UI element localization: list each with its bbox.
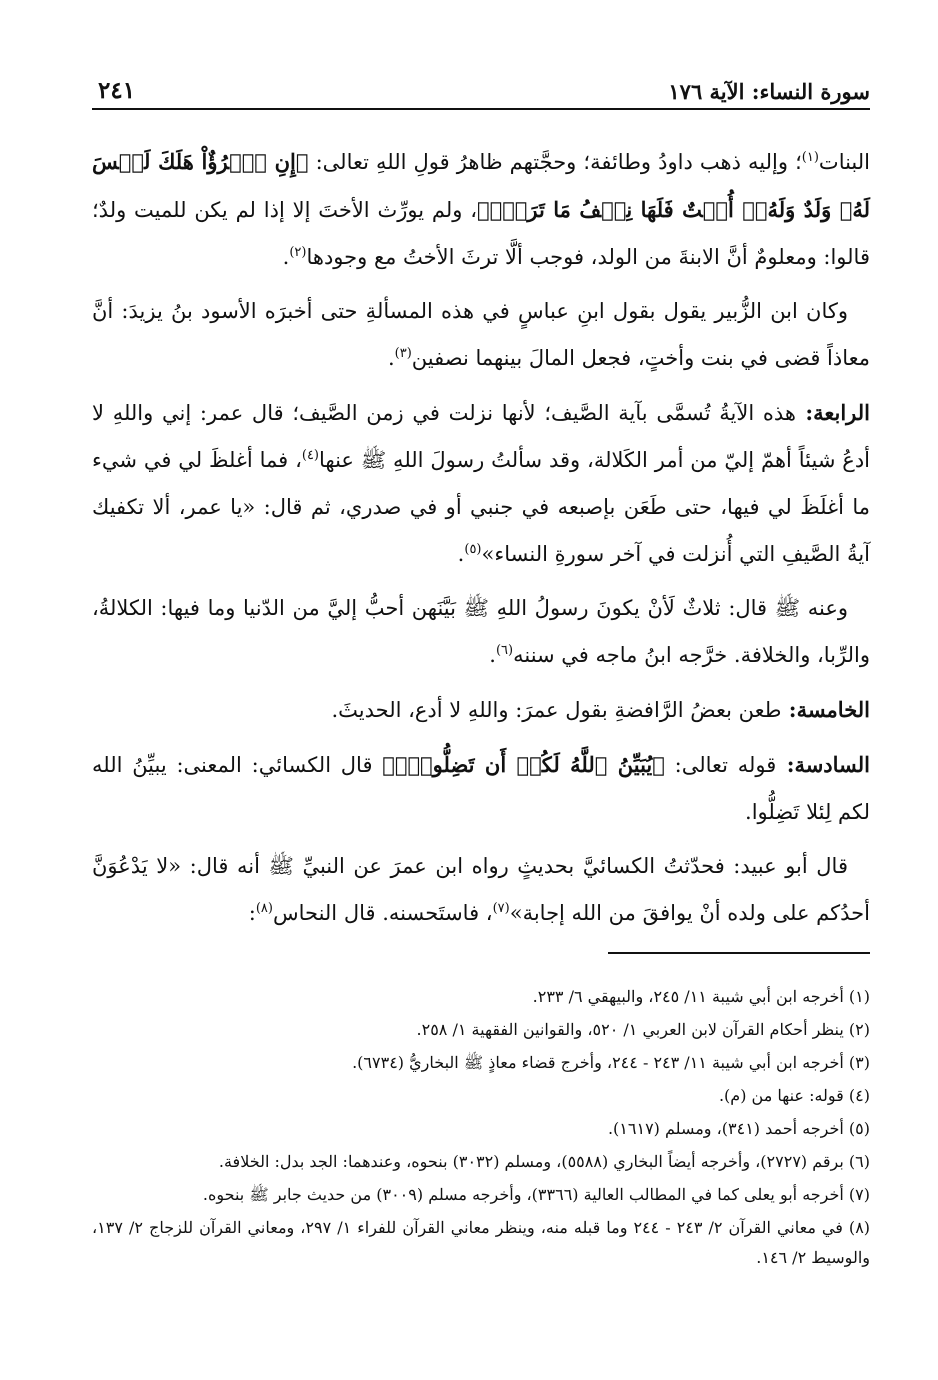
text-run: : xyxy=(248,901,256,925)
footnote-item: (٨) في معاني القرآن ٢/ ٢٤٣ - ٢٤٤ وما قبله منه، وينظر معاني القرآن للفراء ١/ ٢٩٧، ومعاني القرآن للزجاج ٢/ ١٣٧، والوسيط ٢/ ١٤٦. xyxy=(92,1218,871,1267)
footnote-item: (٦) برقم (٢٧٢٧)، وأخرجه أيضاً البخاري (٥٥٨٨)، ومسلم (٣٠٣٢) بنحوه، وعندهما: الجد بدل: الخلافة. xyxy=(218,1152,870,1171)
footnotes xyxy=(92,982,870,1276)
footnote-ref: (٢) xyxy=(289,245,307,260)
footnote-ref: (٤) xyxy=(301,448,319,463)
footnote-ref: (١) xyxy=(801,150,819,165)
paragraph-p6 xyxy=(92,741,870,836)
page-number: ٢٤١ xyxy=(98,77,136,104)
section-heading: السادسة: xyxy=(776,752,871,777)
quran-quote: ﴿إِنِ ٱمۡرُؤٌاْ هَلَكَ لَيۡسَ لَهُۥ وَلَدٌ وَلَهُۥٓ أُخۡتٌ فَلَهَا نِصۡفُ مَا تَرَكَۚ﴾ xyxy=(92,149,870,222)
running-title: سورة النساء: الآية ١٧٦ xyxy=(668,79,870,104)
footnote-item: (٧) أخرجه أبو يعلى كما في المطالب العالية (٣٣٦٦)، وأخرجه مسلم (٣٠٠٩) من حديث جابر ﷺ بنحوه. xyxy=(202,1185,870,1204)
text-run: . xyxy=(282,245,290,269)
book-page xyxy=(92,0,870,1380)
text-run: هذه الآيةُ تُسمَّى بآية الصَّيف؛ لأنها نزلت في زمن الصَّيف؛ قال عمر: إني واللهِ لا أدعُ شيئاً أهمّ إليّ من أمر الكَلالة، وقد سألتُ رسولَ اللهِ ﷺ عنها xyxy=(92,401,871,472)
footnote-item: (٣) أخرجه ابن أبي شيبة ١١/ ٢٤٣ - ٢٤٤، وأخرج قضاء معاذٍ ﷺ البخاريُّ (٦٧٣٤). xyxy=(352,1053,870,1072)
text-run: قال الكسائي: المعنى: يبيِّنُ الله لكم لِئلا تَضِلُّوا. xyxy=(92,753,870,824)
paragraph-p4 xyxy=(92,585,870,679)
text-run: قوله تعالى: xyxy=(664,753,777,777)
paragraph-p1 xyxy=(92,138,870,281)
page-header xyxy=(92,70,870,110)
text-run: ، فاستَحسنه. قال النحاس xyxy=(272,901,493,925)
paragraph-p3 xyxy=(92,389,870,578)
text-run: وكان ابن الزُّبير يقول بقول ابنِ عباسٍ في هذه المسألةِ حتى أخبرَه الأسود بنُ يزيدَ: أنَّ معاذاً قضى في بنت وأختٍ، فجعل المالَ بينهما نصفين xyxy=(92,299,870,370)
footnote-ref: (٧) xyxy=(492,901,510,916)
text-run: ؛ وإليه ذهب داودُ وطائفة؛ وحجَّتهم ظاهرُ قولِ اللهِ تعالى: xyxy=(308,150,802,174)
paragraph-p7 xyxy=(92,843,870,937)
footnote-item: (٥) أخرجه أحمد (٣٤١)، ومسلم (١٦١٧). xyxy=(607,1119,870,1138)
footnote-ref: (٦) xyxy=(495,643,514,658)
section-heading: الخامسة: xyxy=(781,697,870,722)
text-run: ، فما أغلظَ لي في شيء ما أغلَظَ لي فيها، حتى طَعَن بإصبعه في جنبي أو في صدري، ثم قال: «يا عمر، ألا تكفيك آيةُ الصَّيفِ التي أُنزلت في آخر سورةِ النساء» xyxy=(92,448,870,566)
footnote-item: (٤) قوله: عنها من (م). xyxy=(718,1086,870,1105)
text-run: ، ولم يورِّث الأختَ إلا إذا لم يكن للميت ولدٌ؛ قالوا: ومعلومٌ أنَّ الابنةَ من الولد، فوجب ألَّا ترثَ الأختُ مع وجودها xyxy=(92,198,870,269)
text-run: قال أبو عبيد: فحدّثتُ الكسائيَّ بحديثٍ رواه ابن عمرَ عن النبيِّ ﷺ أنه قال: «لا يَدْعُوَنَّ أحدُكم على ولده أنْ يوافقَ من الله إجابة» xyxy=(92,854,870,925)
text-run: . xyxy=(489,643,496,667)
text-run: . xyxy=(457,542,465,566)
footnote-separator xyxy=(608,952,870,954)
footnote-ref: (٣) xyxy=(394,346,412,361)
footnote-ref: (٨) xyxy=(255,901,273,916)
footnote-item: (٢) ينظر أحكام القرآن لابن العربي ١/ ٥٢٠، والقوانين الفقهية ١/ ٢٥٨. xyxy=(416,1020,870,1039)
text-run: البنات xyxy=(818,150,870,174)
footnote-ref: (٥) xyxy=(464,542,482,557)
main-text xyxy=(92,138,870,944)
section-heading: الرابعة: xyxy=(796,400,871,425)
paragraph-p2 xyxy=(92,288,870,382)
paragraph-p5 xyxy=(92,686,870,734)
text-run: وعنه ﷺ قال: ثلاثٌ لَأنْ يكونَ رسولُ اللهِ ﷺ بَيَّنَهن أحبُّ إليَّ من الدّنيا وما فيها: الكلالةُ، والرِّبا، والخلافة. خرَّجه ابنُ ماجه في سننه xyxy=(92,596,870,667)
footnote-item: (١) أخرجه ابن أبي شيبة ١١/ ٢٤٥، والبيهقي ٦/ ٢٣٣. xyxy=(532,987,870,1006)
text-run: . xyxy=(387,346,395,370)
text-run: طعن بعضُ الرَّافضةِ بقول عمرَ: واللهِ لا أدع، الحديثَ. xyxy=(331,698,782,722)
quran-quote: ﴿يُبَيِّنُ ٱللَّهُ لَكُمۡ أَن تَضِلُّواْۗ﴾ xyxy=(382,752,665,777)
